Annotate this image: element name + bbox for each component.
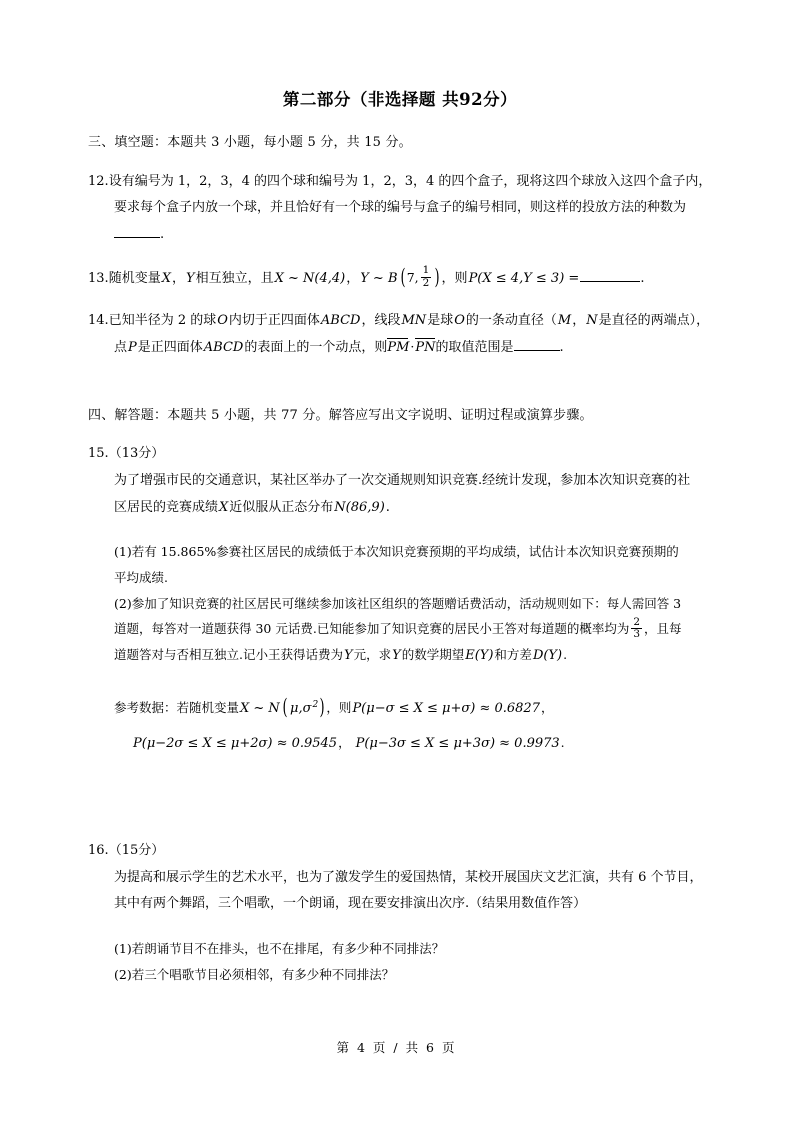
page-content: [88, 88, 712, 987]
question-15-header: [88, 441, 712, 468]
question-16-stem-line-2: 其中有两个舞蹈，三个唱歌，一个朗诵，现在要安排演出次序.（结果用数值作答）: [114, 896, 587, 912]
q14-t1: 已知半径为 2 的球: [108, 312, 217, 328]
question-13-text-c: ，则: [441, 270, 468, 286]
q15-s2-t1: 道题，每答对一道题获得 30 元话费.已知能参加了知识竞赛的居民小王答对每道题的概率均为: [114, 621, 630, 637]
math-ref-p3: P(μ−3σ ≤ X ≤ μ+3σ) ≈ 0.9973: [355, 736, 560, 752]
math-var-y-2: Y: [392, 647, 401, 663]
q15-s2-t3: 道题答对与否相互独立.记小王获得话费为: [114, 646, 343, 662]
question-16-sub-2: (2)若三个唱歌节目必须相邻，有多少种不同排法？: [114, 966, 395, 982]
left-paren: (: [282, 695, 288, 720]
question-12-line-1: [88, 169, 712, 196]
question-15-sub-1-line-2: 平均成绩.: [114, 569, 168, 585]
math-tetra-abcd-2: ABCD: [203, 340, 244, 356]
ref-label: 参考数据：若随机变量: [114, 700, 240, 716]
math-ref-p2: P(μ−2σ ≤ X ≤ μ+2σ) ≈ 0.9545: [133, 736, 338, 752]
math-point-m: M: [557, 312, 572, 328]
question-15-sub-2-line-1: (2)参加了知识竞赛的社区居民可继续参加该社区组织的答题赠话费活动，活动规则如下：每人需回答 3: [114, 595, 682, 611]
question-13-period: .: [640, 270, 645, 286]
q15-period: .: [385, 499, 390, 515]
ref-comma-2: ，: [338, 735, 351, 751]
question-16-score: （15分）: [108, 843, 165, 859]
math-normal-dist: N(86,9): [334, 499, 385, 515]
q15-t2: 近似服从正态分布: [229, 499, 334, 515]
question-15-reference-line-1: [88, 687, 712, 730]
q14-t8: 点: [114, 340, 128, 356]
question-15-score: （13分）: [108, 446, 165, 462]
spacer: [88, 758, 712, 820]
math-dist-y: Y ~ B: [360, 270, 398, 286]
math-dist-y-first: 7,: [406, 269, 419, 285]
question-12-period: .: [160, 226, 165, 242]
q15-s2-t6: 和方差: [494, 646, 532, 662]
fraction-one-half: [421, 265, 432, 289]
ref-comma: ，: [540, 700, 554, 716]
spacer: [88, 669, 712, 687]
q15-t1: 区居民的竞赛成绩: [114, 499, 219, 515]
question-16-sub-1: (1)若朗诵节目不在排头，也不在排尾，有多少种不同排法？: [114, 941, 445, 957]
question-12: [88, 169, 712, 249]
part-title: 第二部分（非选择题 共92分）: [282, 90, 518, 109]
question-15-sub-2-line-2: [88, 616, 712, 642]
math-ref-x: X ~ N: [240, 701, 280, 717]
question-12-line-3: [88, 222, 712, 249]
math-point-n: N: [586, 312, 598, 328]
q14-t4: 是球: [427, 312, 454, 328]
question-13-line-1: [88, 257, 712, 300]
question-12-text-2: 要求每个盒子内放一个球，并且恰好有一个球的编号与盒子的编号相同，则这样的投放方法的种数为: [114, 200, 687, 216]
math-point-o-2: O: [454, 312, 465, 328]
right-paren: ): [319, 695, 325, 720]
q14-t5: 的一条动直径（: [465, 312, 557, 328]
left-paren: (: [400, 264, 406, 289]
ref-then: ，则: [326, 700, 352, 716]
question-12-text-1: 设有编号为 1，2，3，4 的四个球和编号为 1，2，3，4 的四个盒子，现将这四个球放入这四个盒子内，: [108, 173, 712, 189]
math-var-y: Y: [185, 270, 195, 286]
q14-t3: ，线段: [361, 312, 401, 328]
math-tetra-abcd: ABCD: [320, 312, 361, 328]
q15-s2-t4: 元，求: [353, 646, 392, 662]
question-16-number: 16.: [88, 843, 109, 859]
math-segment-mn: MN: [401, 312, 427, 328]
question-13-text-b: 相互独立，且: [195, 270, 274, 286]
question-13: [88, 257, 712, 300]
spacer: [88, 529, 712, 539]
question-15-stem-line-2: [88, 495, 712, 522]
answer-blank[interactable]: [114, 226, 160, 238]
fraction-numerator: 1: [422, 264, 430, 277]
question-14-number: 14.: [88, 312, 109, 328]
question-16-stem-line-1: 为提高和展示学生的艺术水平，也为了激发学生的爱国热情，某校开展国庆文艺汇演，共有 6 个节目，: [114, 869, 703, 885]
question-12-line-2: [88, 195, 712, 222]
math-variance: D(Y): [532, 647, 563, 663]
question-13-text-a: 随机变量: [108, 270, 161, 286]
q15-s2-t2: ，且每: [644, 621, 682, 637]
math-ref-mu-sigma: μ,σ: [290, 701, 312, 717]
question-15-sub-1-line-1: (1)若有 15.865%参赛社区居民的成绩低于本次知识竞赛预期的平均成绩，试估计本次知识竞赛预期的: [114, 544, 679, 560]
math-ref-exponent: 2: [312, 700, 319, 711]
math-probability: P(X ≤ 4,Y ≤ 3) =: [468, 270, 580, 286]
question-14-line-2: [88, 334, 712, 362]
math-ref-p1: P(μ−σ ≤ X ≤ μ+σ) ≈ 0.6827: [352, 701, 540, 717]
question-13-comma-2: ，: [346, 270, 360, 286]
fraction-two-thirds: [631, 617, 642, 641]
page-footer: 第 4 页 / 共 6 页: [336, 1040, 457, 1055]
question-14: [88, 308, 712, 362]
right-paren: ): [434, 264, 440, 289]
question-15-sub-2-line-3: [88, 642, 712, 670]
spacer: [88, 926, 712, 936]
question-14-period: .: [559, 340, 564, 356]
math-expectation: E(Y): [465, 647, 494, 663]
math-var-y: Y: [343, 647, 353, 663]
spacer: [88, 820, 712, 838]
fraction-denominator: 3: [633, 628, 641, 641]
spacer: [88, 370, 712, 406]
q15-s2-t5: 的数学期望: [401, 646, 465, 662]
question-12-number: 12.: [88, 173, 109, 189]
answer-blank[interactable]: [580, 270, 640, 282]
q14-t2: 内切于正四面体: [228, 312, 320, 328]
fraction-denominator: 2: [422, 276, 430, 289]
section-3-heading: 三、填空题：本题共 3 小题，每小题 5 分，共 15 分。: [88, 135, 412, 151]
q14-t7: 是直径的两端点），: [598, 312, 710, 328]
math-dot-operator: ·: [410, 339, 415, 355]
question-16: [88, 838, 712, 918]
q14-t9: 是正四面体: [137, 340, 203, 356]
q14-t10: 的表面上的一个动点，则: [244, 340, 388, 356]
q15-s2-period: .: [563, 646, 568, 662]
math-vector-pn: PN: [415, 340, 436, 356]
question-13-number: 13.: [88, 270, 109, 286]
question-14-line-1: [88, 308, 712, 335]
question-15-reference-line-2: [88, 730, 712, 758]
q14-t11: 的取值范围是: [435, 340, 514, 356]
q14-t6: ，: [572, 312, 586, 328]
question-15-number: 15.: [88, 446, 109, 462]
question-15: [88, 441, 712, 521]
math-var-x: X: [219, 499, 229, 515]
fraction-numerator: 2: [633, 615, 641, 628]
question-13-comma: ，: [171, 270, 185, 286]
ref-period: .: [560, 735, 565, 751]
math-point-p: P: [128, 340, 137, 356]
math-var-x: X: [161, 270, 171, 286]
math-dist-x: X ~ N(4,4): [274, 270, 346, 286]
question-16-header: [88, 838, 712, 865]
section-4-heading: 四、解答题：本题共 5 小题，共 77 分。解答应写出文字说明、证明过程或演算步骤。: [88, 407, 593, 423]
math-vector-pm: PM: [387, 340, 410, 356]
math-point-o: O: [217, 312, 228, 328]
answer-blank[interactable]: [514, 339, 560, 351]
question-15-stem-line-1: 为了增强市民的交通意识，某社区举办了一次交通规则知识竞赛.经统计发现，参加本次知识竞赛的社: [114, 472, 691, 488]
